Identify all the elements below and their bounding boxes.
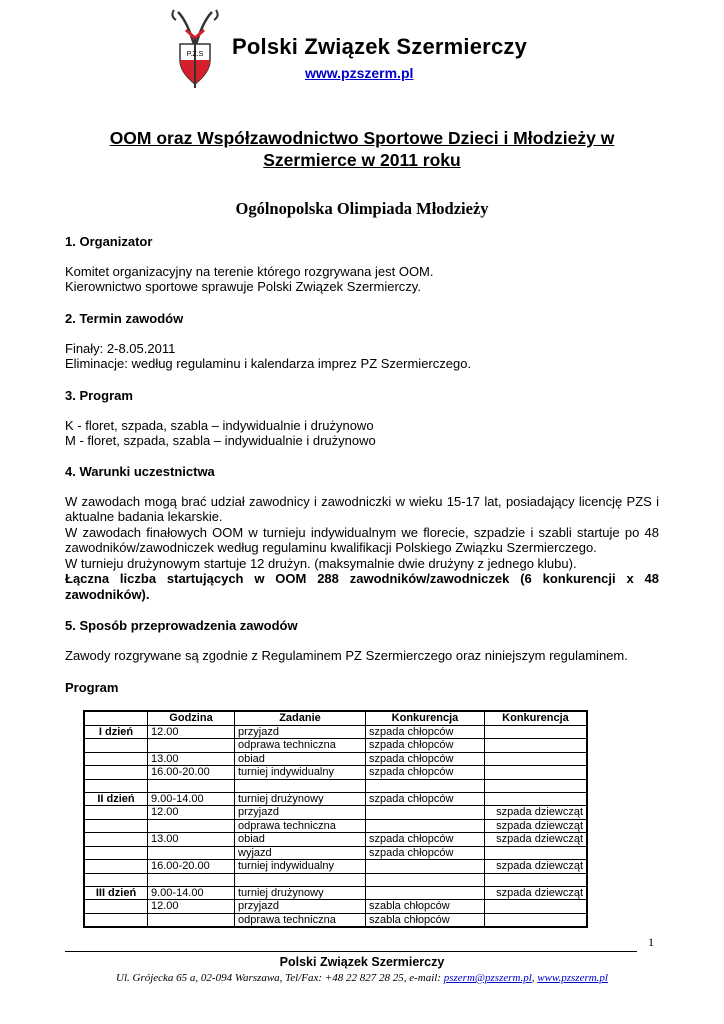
table-row [84, 833, 587, 847]
col-header-event-2: Konkurencja [485, 711, 588, 725]
table-cell: turniej drużynowy [235, 792, 366, 806]
section-paragraph: Zawody rozgrywane są zgodnie z Regulaminem PZ Szermierczego oraz niniejszym regulaminem. [65, 647, 628, 663]
table-row [84, 725, 587, 739]
table-cell [485, 752, 588, 766]
table-row [84, 846, 587, 860]
table-cell: 9.00-14.00 [148, 886, 235, 900]
table-cell: 12.00 [148, 725, 235, 739]
table-cell: odprawa techniczna [235, 913, 366, 927]
table-cell [485, 792, 588, 806]
table-row [84, 860, 587, 874]
footer-org-name: Polski Związek Szermierczy [279, 955, 445, 969]
table-cell [84, 819, 148, 833]
section-paragraph-bold: Łączna liczba startujących w OOM 288 zawodników/zawodniczek (6 konkurencji x 48 zawodników). [65, 571, 659, 602]
table-cell [84, 766, 148, 780]
col-header-task: Zadanie [235, 711, 366, 725]
program-table-body [84, 725, 587, 927]
table-cell: 9.00-14.00 [148, 792, 235, 806]
table-cell: obiad [235, 752, 366, 766]
page-number: 1 [648, 935, 654, 949]
table-cell: szpada chłopców [366, 792, 485, 806]
footer-address [0, 972, 724, 984]
table-row [84, 873, 587, 886]
program-heading: Program [65, 680, 119, 695]
section-conditions [65, 464, 659, 602]
table-cell [235, 779, 366, 792]
table-cell: przyjazd [235, 806, 366, 820]
table-cell: turniej indywidualny [235, 766, 366, 780]
table-cell: III dzień [84, 886, 148, 900]
table-row [84, 886, 587, 900]
table-cell: szpada dziewcząt [485, 819, 588, 833]
section-line: Komitet organizacyjny na terenie którego rozgrywana jest OOM. [65, 263, 434, 279]
section-program [65, 388, 659, 449]
table-row [84, 900, 587, 914]
table-cell [235, 873, 366, 886]
title-line-2: Szermierce w 2011 roku [263, 150, 461, 170]
table-cell [485, 900, 588, 914]
table-row [84, 913, 587, 927]
footer-email-link[interactable]: pszerm@pzszerm.pl [443, 972, 532, 984]
table-cell [366, 860, 485, 874]
table-cell: 13.00 [148, 752, 235, 766]
table-cell [84, 846, 148, 860]
table-cell: szpada chłopców [366, 739, 485, 753]
col-header-time: Godzina [148, 711, 235, 725]
table-cell: szabla chłopców [366, 913, 485, 927]
footer-divider [65, 951, 637, 952]
table-cell [84, 833, 148, 847]
section-procedure [65, 618, 659, 663]
table-cell: szabla chłopców [366, 900, 485, 914]
table-cell: obiad [235, 833, 366, 847]
table-cell [485, 725, 588, 739]
table-cell [366, 806, 485, 820]
title-line-1: OOM oraz Współzawodnictwo Sportowe Dzieci i Młodzieży w [109, 128, 615, 148]
table-cell: szpada dziewcząt [485, 806, 588, 820]
table-cell: 16.00-20.00 [148, 766, 235, 780]
table-cell [485, 913, 588, 927]
table-cell [485, 873, 588, 886]
table-cell: szpada chłopców [366, 752, 485, 766]
table-row [84, 752, 587, 766]
header-website-link[interactable]: www.pzszerm.pl [305, 65, 414, 81]
table-cell [84, 752, 148, 766]
table-cell: 16.00-20.00 [148, 860, 235, 874]
table-cell [84, 913, 148, 927]
table-cell: turniej drużynowy [235, 886, 366, 900]
table-cell: szpada dziewcząt [485, 860, 588, 874]
col-header-day [84, 711, 148, 725]
section-line: M - floret, szpada, szabla – indywidualnie i drużynowo [65, 433, 376, 448]
footer-website-link[interactable]: www.pzszerm.pl [537, 972, 608, 984]
table-cell [84, 873, 148, 886]
table-cell: szpada chłopców [366, 725, 485, 739]
table-cell: szpada chłopców [366, 833, 485, 847]
table-cell [485, 739, 588, 753]
table-cell: 12.00 [148, 900, 235, 914]
table-cell: II dzień [84, 792, 148, 806]
table-cell [485, 766, 588, 780]
table-row [84, 792, 587, 806]
section-paragraph: W zawodach mogą brać udział zawodnicy i zawodniczki w wieku 15-17 lat, posiadający licencję PZS i aktualne badania lekarskie. [65, 493, 659, 524]
table-cell [485, 846, 588, 860]
table-row [84, 779, 587, 792]
table-cell: przyjazd [235, 725, 366, 739]
section-heading: 4. Warunki uczestnictwa [65, 464, 215, 479]
section-heading: 1. Organizator [65, 234, 153, 249]
table-cell: szpada dziewcząt [485, 886, 588, 900]
table-cell [148, 873, 235, 886]
section-organizer [65, 234, 659, 295]
table-cell: I dzień [84, 725, 148, 739]
table-header-row [84, 711, 587, 725]
section-line: Kierownictwo sportowe sprawuje Polski Związek Szermierczy. [65, 279, 421, 294]
section-heading: 2. Termin zawodów [65, 311, 184, 326]
table-row [84, 819, 587, 833]
table-cell: 12.00 [148, 806, 235, 820]
section-paragraph: W zawodach finałowych OOM w turnieju indywidualnym we florecie, szpadzie i szabli startuje po 48 zawodników/zawodniczek według regulaminu kwalifikacji Polskiego Związku Szermierczego. [65, 524, 659, 555]
table-cell [84, 739, 148, 753]
table-cell: szpada dziewcząt [485, 833, 588, 847]
section-line: Finały: 2-8.05.2011 [65, 340, 176, 356]
table-cell [148, 819, 235, 833]
pzs-logo-icon [160, 8, 230, 90]
program-table [83, 710, 588, 928]
table-cell [148, 913, 235, 927]
table-cell: szpada chłopców [366, 766, 485, 780]
document-title [40, 127, 684, 171]
table-cell [366, 819, 485, 833]
col-header-event-1: Konkurencja [366, 711, 485, 725]
section-paragraph: W turnieju drużynowym startuje 12 drużyn. (maksymalnie dwie drużyny z jednego klubu). [65, 555, 577, 571]
section-line: K - floret, szpada, szabla – indywidualnie i drużynowo [65, 417, 374, 433]
table-cell: odprawa techniczna [235, 739, 366, 753]
document-subtitle: Ogólnopolska Olimpiada Młodzieży [235, 199, 489, 218]
table-cell [84, 779, 148, 792]
table-cell [366, 779, 485, 792]
table-cell: odprawa techniczna [235, 819, 366, 833]
table-row [84, 739, 587, 753]
table-cell [485, 779, 588, 792]
table-cell [84, 860, 148, 874]
section-heading: 3. Program [65, 388, 133, 403]
table-row [84, 806, 587, 820]
table-cell: 13.00 [148, 833, 235, 847]
footer-address-text: Ul. Grójecka 65 a, 02-094 Warszawa, Tel/Fax: +48 22 827 28 25, e-mail: [116, 972, 444, 984]
table-cell [84, 806, 148, 820]
section-line: Eliminacje: według regulaminu i kalendarza imprez PZ Szermierczego. [65, 356, 472, 371]
header-org-name: Polski Związek Szermierczy [232, 34, 528, 59]
table-cell [84, 900, 148, 914]
table-cell [366, 886, 485, 900]
section-dates [65, 311, 659, 372]
footer-separator: , [531, 972, 538, 984]
table-cell: wyjazd [235, 846, 366, 860]
table-cell [148, 846, 235, 860]
table-cell: turniej indywidualny [235, 860, 366, 874]
table-cell: szpada chłopców [366, 846, 485, 860]
section-heading: 5. Sposób przeprowadzenia zawodów [65, 618, 298, 633]
svg-text:P.Z.S: P.Z.S [186, 51, 204, 58]
table-cell [148, 739, 235, 753]
table-row [84, 766, 587, 780]
table-cell [148, 779, 235, 792]
table-cell [366, 873, 485, 886]
table-cell: przyjazd [235, 900, 366, 914]
program-heading-wrap [65, 680, 659, 696]
